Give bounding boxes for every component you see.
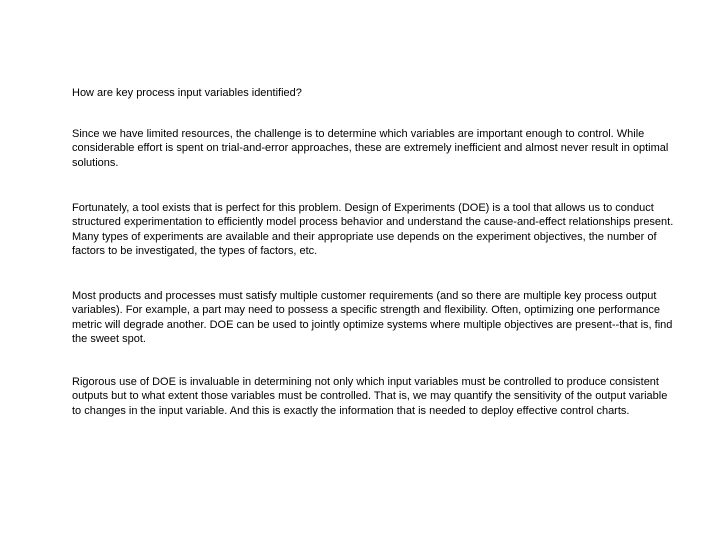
paragraph-rigorous-use: Rigorous use of DOE is invaluable in determining not only which input variables must be controlled to produce consistent outputs but to what extent those variables must be controlled. That is, we may quantify the sensitivity of the output variable to changes in the input variable. And this is exactly the information that is needed to deploy effective control charts. [72,376,668,417]
paragraph-multiple-requirements: Most products and processes must satisfy multiple customer requirements (and so there are multiple key process output variables). For example, a part may need to possess a specific strength and flexibility. Often, optimizing one performance metric will degrade another. DOE can be used to jointly optimize systems where multiple objectives are present--that is, find the sweet spot. [72,290,673,346]
paragraph-design-of-experiments: Fortunately, a tool exists that is perfect for this problem. Design of Experiments (DOE) is a tool that allows us to conduct structured experimentation to efficiently model process behavior and understand the cause-and-effect relationships present. Many types of experiments are available and their appropriate use depends on the experiment objectives, the number of factors to be investigated, the types of factors, etc. [72,202,674,258]
slide-heading: How are key process input variables identified? [72,87,302,99]
paragraph-limited-resources: Since we have limited resources, the challenge is to determine which variables are important enough to control. While considerable effort is spent on trial-and-error approaches, these are extremely inefficient and almost never result in optimal solutions. [72,128,669,169]
